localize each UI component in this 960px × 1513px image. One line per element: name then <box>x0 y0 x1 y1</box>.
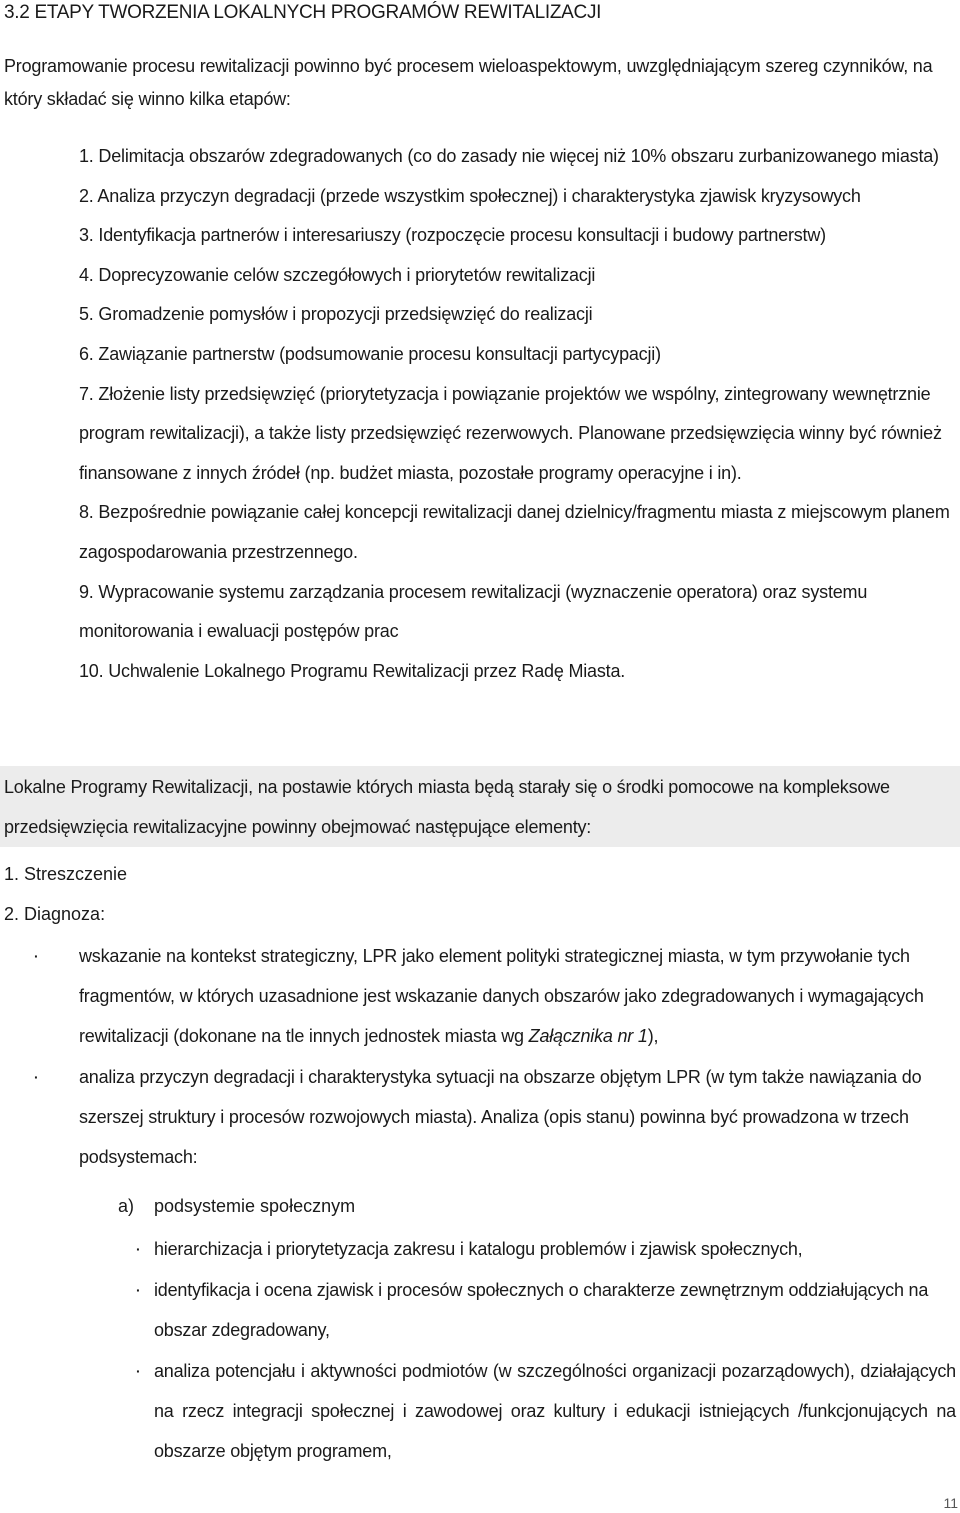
bullet-icon: · <box>136 1363 141 1379</box>
step-item: 9. Wypracowanie systemu zarządzania procesem rewitalizacji (wyznaczenie operatora) oraz systemu monitorowania i ewaluacji postępów prac <box>79 581 868 642</box>
step-item: 3. Identyfikacja partnerów i interesariuszy (rozpoczęcie procesu konsultacji i budowy partnerstw) <box>79 225 826 246</box>
subsystem-bullet: identyfikacja i ocena zjawisk i procesów społecznych o charakterze zewnętrznym oddziałujących na obszar zdegradowany, <box>154 1280 929 1340</box>
subsystem-label: a) <box>118 1196 135 1216</box>
subsystem-bullet: analiza potencjału i aktywności podmiotów (w szczególności organizacji pozarządowych), działających na rzecz integracji społecznej i zawodowej oraz kultury i edukacji istniejących /funkcjonujących na obszarze objętym programem, <box>154 1361 956 1461</box>
step-item: 7. Złożenie listy przedsięwzięć (priorytetyzacja i powiązanie projektów we wspólny, zintegrowany wewnętrznie program rewitalizacji), a także listy przedsięwzięć rezerwowych. Planowane przedsięwzięcia winny być również finansowane z innych źródeł (np. budżet miasta, pozostałe programy operacyjne i in). <box>79 383 942 483</box>
subsystem-title: podsystemie społecznym <box>154 1196 356 1216</box>
subsystem-bullet: hierarchizacja i priorytetyzacja zakresu i katalogu problemów i zjawisk społecznych, <box>154 1239 803 1259</box>
bullet-icon: · <box>34 1069 39 1085</box>
step-item: 6. Zawiązanie partnerstw (podsumowanie procesu konsultacji partycypacji) <box>79 343 661 364</box>
bullet-icon: · <box>136 1282 141 1298</box>
lpr-item-summary: 1. Streszczenie <box>4 864 128 884</box>
step-item: 5. Gromadzenie pomysłów i propozycji przedsięwzięć do realizacji <box>79 304 593 325</box>
step-item: 4. Doprecyzowanie celów szczegółowych i priorytetów rewitalizacji <box>79 264 596 285</box>
page-number: 11 <box>943 1495 958 1511</box>
diagnosis-bullet-text: wskazanie na kontekst strategiczny, LPR jako element polityki strategicznej miasta, w tym przywołanie tych fragmentów, w których uzasadnione jest wskazanie danych obszarów jako zdegradowanych i wymagających rewitalizacji (dokonane na tle innych jednostek miasta wg <box>79 946 924 1046</box>
annex-reference: Załącznika nr 1 <box>528 1026 648 1046</box>
lpr-intro: Lokalne Programy Rewitalizacji, na postawie których miasta będą starały się o środki pomocowe na kompleksowe przedsięwzięcia rewitalizacyjne powinny obejmować następujące elementy: <box>4 777 890 837</box>
bullet-icon: · <box>136 1241 141 1257</box>
diagnosis-bullet-analysis: analiza przyczyn degradacji i charakterystyka sytuacji na obszarze objętym LPR (w tym także nawiązania do szerszej struktury i procesów rozwojowych miasta). Analiza (opis stanu) powinna być prowadzona w trzech podsystemach: <box>79 1067 922 1167</box>
diagnosis-bullet-text-end: ), <box>647 1026 659 1046</box>
section-intro: Programowanie procesu rewitalizacji powinno być procesem wieloaspektowym, uwzględniającym szereg czynników, na który składać się winno kilka etapów: <box>4 56 933 109</box>
step-item: 8. Bezpośrednie powiązanie całej koncepcji rewitalizacji danej dzielnicy/fragmentu miasta z miejscowym planem zagospodarowania przestrzennego. <box>79 502 950 562</box>
step-item: 1. Delimitacja obszarów zdegradowanych (co do zasady nie więcej niż 10% obszaru zurbanizowanego miasta) <box>79 146 939 166</box>
bullet-icon: · <box>34 948 39 964</box>
section-heading: 3.2 ETAPY TWORZENIA LOKALNYCH PROGRAMÓW REWITALIZACJI <box>4 2 602 23</box>
diagnosis-bullet-strategic <box>79 936 949 1056</box>
step-item: 2. Analiza przyczyn degradacji (przede wszystkim społecznej) i charakterystyka zjawisk kryzysowych <box>79 185 861 206</box>
steps-list <box>79 137 957 691</box>
lpr-item-diagnosis: 2. Diagnoza: <box>4 904 106 924</box>
step-item: 10. Uchwalenie Lokalnego Programu Rewitalizacji przez Radę Miasta. <box>79 660 626 681</box>
